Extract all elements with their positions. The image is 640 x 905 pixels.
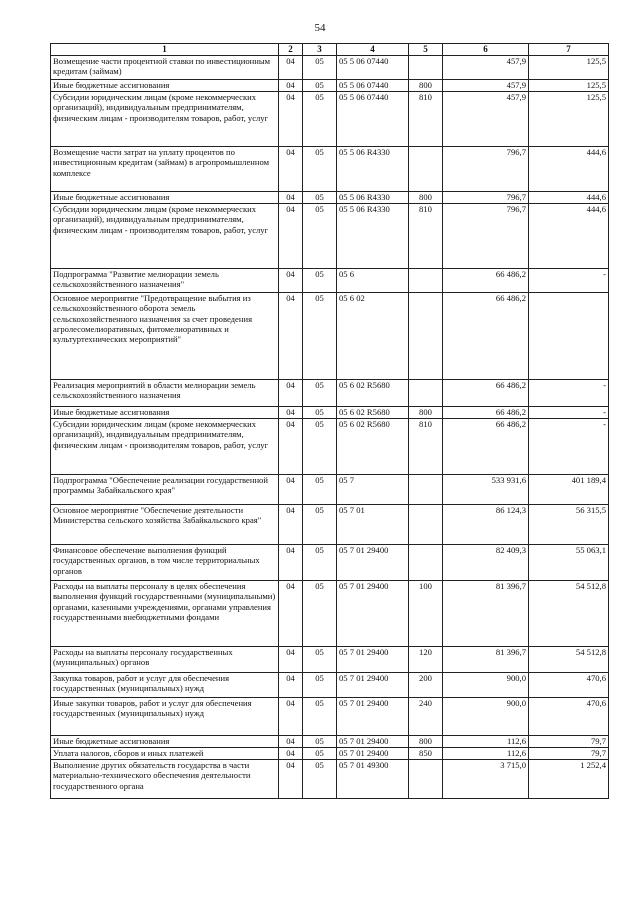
header-col-3: 3 xyxy=(303,44,337,56)
row-subsection: 05 xyxy=(303,407,337,419)
row-expense-type: 240 xyxy=(409,698,443,736)
row-description: Расходы на выплаты персоналу государственных (муниципальных) органов xyxy=(51,647,279,673)
row-amount-col7: 125,5 xyxy=(529,56,609,80)
row-target-code: 05 6 02 R5680 xyxy=(337,407,409,419)
row-expense-type: 810 xyxy=(409,419,443,475)
row-target-code: 05 7 01 29400 xyxy=(337,673,409,698)
row-target-code: 05 7 xyxy=(337,475,409,505)
row-expense-type xyxy=(409,147,443,192)
row-subsection: 05 xyxy=(303,419,337,475)
row-amount-col6: 86 124,3 xyxy=(443,505,529,545)
row-amount-col6: 796,7 xyxy=(443,192,529,204)
row-amount-col7: 444,6 xyxy=(529,147,609,192)
row-target-code: 05 6 xyxy=(337,269,409,293)
row-expense-type: 800 xyxy=(409,736,443,748)
row-target-code: 05 5 06 07440 xyxy=(337,92,409,147)
row-subsection: 05 xyxy=(303,647,337,673)
table-row xyxy=(51,748,609,760)
row-section: 04 xyxy=(279,92,303,147)
table-row xyxy=(51,647,609,673)
row-target-code: 05 7 01 29400 xyxy=(337,748,409,760)
table-row xyxy=(51,56,609,80)
row-amount-col7: 54 512,8 xyxy=(529,647,609,673)
table-row xyxy=(51,269,609,293)
row-amount-col7: 79,7 xyxy=(529,748,609,760)
table-row xyxy=(51,380,609,407)
row-section: 04 xyxy=(279,56,303,80)
budget-table xyxy=(50,43,609,799)
row-section: 04 xyxy=(279,407,303,419)
row-amount-col6: 81 396,7 xyxy=(443,647,529,673)
row-target-code: 05 5 06 07440 xyxy=(337,56,409,80)
row-amount-col6: 66 486,2 xyxy=(443,407,529,419)
row-target-code: 05 6 02 xyxy=(337,293,409,380)
row-amount-col7: 444,6 xyxy=(529,204,609,269)
header-col-7: 7 xyxy=(529,44,609,56)
row-amount-col7: - xyxy=(529,407,609,419)
row-description: Финансовое обеспечение выполнения функций государственных органов, в том числе территориальных органов xyxy=(51,545,279,581)
table-row xyxy=(51,698,609,736)
row-amount-col6: 66 486,2 xyxy=(443,293,529,380)
row-subsection: 05 xyxy=(303,505,337,545)
row-expense-type xyxy=(409,505,443,545)
row-section: 04 xyxy=(279,293,303,380)
table-row xyxy=(51,673,609,698)
header-col-1: 1 xyxy=(51,44,279,56)
row-amount-col7: - xyxy=(529,419,609,475)
row-section: 04 xyxy=(279,380,303,407)
row-section: 04 xyxy=(279,269,303,293)
row-subsection: 05 xyxy=(303,192,337,204)
row-description: Возмещение части процентной ставки по инвестиционным кредитам (займам) xyxy=(51,56,279,80)
row-subsection: 05 xyxy=(303,698,337,736)
row-expense-type: 200 xyxy=(409,673,443,698)
row-target-code: 05 5 06 R4330 xyxy=(337,192,409,204)
row-expense-type xyxy=(409,380,443,407)
row-subsection: 05 xyxy=(303,92,337,147)
row-section: 04 xyxy=(279,581,303,647)
row-section: 04 xyxy=(279,475,303,505)
row-subsection: 05 xyxy=(303,748,337,760)
table-row xyxy=(51,736,609,748)
row-amount-col6: 3 715,0 xyxy=(443,760,529,799)
row-description: Закупка товаров, работ и услуг для обеспечения государственных (муниципальных) нужд xyxy=(51,673,279,698)
row-target-code: 05 5 06 R4330 xyxy=(337,204,409,269)
row-amount-col7: 470,6 xyxy=(529,673,609,698)
row-expense-type: 810 xyxy=(409,92,443,147)
row-subsection: 05 xyxy=(303,736,337,748)
row-expense-type: 800 xyxy=(409,407,443,419)
row-target-code: 05 7 01 29400 xyxy=(337,698,409,736)
row-expense-type: 120 xyxy=(409,647,443,673)
header-col-2: 2 xyxy=(279,44,303,56)
table-row xyxy=(51,204,609,269)
page-number: 54 xyxy=(314,22,326,34)
row-amount-col6: 457,9 xyxy=(443,80,529,92)
row-amount-col6: 796,7 xyxy=(443,204,529,269)
row-expense-type: 850 xyxy=(409,748,443,760)
row-description: Подпрограмма "Обеспечение реализации государственной программы Забайкальского края" xyxy=(51,475,279,505)
row-expense-type: 100 xyxy=(409,581,443,647)
row-amount-col7: 54 512,8 xyxy=(529,581,609,647)
row-amount-col7: 444,6 xyxy=(529,192,609,204)
row-subsection: 05 xyxy=(303,147,337,192)
row-subsection: 05 xyxy=(303,545,337,581)
row-expense-type xyxy=(409,545,443,581)
row-description: Реализация мероприятий в области мелиорации земель сельскохозяйственного назначения xyxy=(51,380,279,407)
row-amount-col7: 401 189,4 xyxy=(529,475,609,505)
row-target-code: 05 5 06 07440 xyxy=(337,80,409,92)
row-amount-col7: 55 063,1 xyxy=(529,545,609,581)
row-description: Расходы на выплаты персоналу в целях обеспечения выполнения функций государственными (муниципальными) органами, казенными учреждениями, органами управления государственными внебюджетными фондами xyxy=(51,581,279,647)
row-section: 04 xyxy=(279,419,303,475)
row-section: 04 xyxy=(279,505,303,545)
row-amount-col6: 82 409,3 xyxy=(443,545,529,581)
row-amount-col6: 457,9 xyxy=(443,92,529,147)
row-target-code: 05 5 06 R4330 xyxy=(337,147,409,192)
row-expense-type xyxy=(409,475,443,505)
row-subsection: 05 xyxy=(303,380,337,407)
row-subsection: 05 xyxy=(303,204,337,269)
header-col-5: 5 xyxy=(409,44,443,56)
table-row xyxy=(51,581,609,647)
row-amount-col7: 470,6 xyxy=(529,698,609,736)
row-description: Подпрограмма "Развитие мелиорации земель сельскохозяйственного назначения" xyxy=(51,269,279,293)
row-amount-col6: 533 931,6 xyxy=(443,475,529,505)
row-target-code: 05 7 01 29400 xyxy=(337,581,409,647)
row-amount-col7: - xyxy=(529,380,609,407)
row-section: 04 xyxy=(279,545,303,581)
row-amount-col6: 112,6 xyxy=(443,748,529,760)
row-description: Основное мероприятие "Обеспечение деятельности Министерства сельского хозяйства Забайкальского края" xyxy=(51,505,279,545)
row-target-code: 05 7 01 xyxy=(337,505,409,545)
row-target-code: 05 7 01 29400 xyxy=(337,736,409,748)
row-description: Иные бюджетные ассигнования xyxy=(51,80,279,92)
row-amount-col7: 125,5 xyxy=(529,80,609,92)
row-amount-col7: 125,5 xyxy=(529,92,609,147)
row-expense-type xyxy=(409,56,443,80)
row-description: Основное мероприятие "Предотвращение выбытия из сельскохозяйственного оборота земель сельскохозяйственного назначения за счет проведения агролесомелиоративных, фитомелиоративных и культуртехнических мероприятий" xyxy=(51,293,279,380)
row-section: 04 xyxy=(279,736,303,748)
row-amount-col7 xyxy=(529,293,609,380)
row-section: 04 xyxy=(279,748,303,760)
row-amount-col7: 56 315,5 xyxy=(529,505,609,545)
row-description: Выполнение других обязательств государства в части материально-технического обеспечения деятельности государственного органа xyxy=(51,760,279,799)
row-expense-type: 800 xyxy=(409,192,443,204)
row-section: 04 xyxy=(279,192,303,204)
row-description: Субсидии юридическим лицам (кроме некоммерческих организаций), индивидуальным предпринимателям, физическим лицам - производителям товаров, работ, услуг xyxy=(51,204,279,269)
row-expense-type xyxy=(409,760,443,799)
row-amount-col6: 900,0 xyxy=(443,673,529,698)
row-subsection: 05 xyxy=(303,760,337,799)
table-row xyxy=(51,475,609,505)
row-target-code: 05 6 02 R5680 xyxy=(337,380,409,407)
row-amount-col6: 457,9 xyxy=(443,56,529,80)
row-section: 04 xyxy=(279,698,303,736)
row-subsection: 05 xyxy=(303,269,337,293)
row-description: Иные бюджетные ассигнования xyxy=(51,736,279,748)
row-target-code: 05 7 01 49300 xyxy=(337,760,409,799)
table-row xyxy=(51,192,609,204)
table-row xyxy=(51,293,609,380)
row-description: Иные бюджетные ассигнования xyxy=(51,192,279,204)
table-row xyxy=(51,92,609,147)
header-row xyxy=(51,44,609,56)
row-target-code: 05 6 02 R5680 xyxy=(337,419,409,475)
row-amount-col6: 796,7 xyxy=(443,147,529,192)
table-row xyxy=(51,147,609,192)
row-description: Уплата налогов, сборов и иных платежей xyxy=(51,748,279,760)
row-description: Субсидии юридическим лицам (кроме некоммерческих организаций), индивидуальным предпринимателям, физическим лицам - производителям товаров, работ, услуг xyxy=(51,419,279,475)
row-section: 04 xyxy=(279,673,303,698)
table-row xyxy=(51,505,609,545)
row-subsection: 05 xyxy=(303,56,337,80)
table-row xyxy=(51,80,609,92)
row-amount-col6: 66 486,2 xyxy=(443,380,529,407)
row-expense-type xyxy=(409,269,443,293)
row-amount-col6: 66 486,2 xyxy=(443,419,529,475)
row-expense-type: 810 xyxy=(409,204,443,269)
row-amount-col7: 79,7 xyxy=(529,736,609,748)
row-section: 04 xyxy=(279,647,303,673)
row-subsection: 05 xyxy=(303,293,337,380)
table-body xyxy=(51,56,609,799)
row-description: Субсидии юридическим лицам (кроме некоммерческих организаций), индивидуальным предпринимателям, физическим лицам - производителям товаров, работ, услуг xyxy=(51,92,279,147)
row-section: 04 xyxy=(279,204,303,269)
row-section: 04 xyxy=(279,80,303,92)
row-section: 04 xyxy=(279,147,303,192)
row-amount-col6: 112,6 xyxy=(443,736,529,748)
row-amount-col7: - xyxy=(529,269,609,293)
header-col-4: 4 xyxy=(337,44,409,56)
row-subsection: 05 xyxy=(303,673,337,698)
table-row xyxy=(51,419,609,475)
row-target-code: 05 7 01 29400 xyxy=(337,647,409,673)
row-section: 04 xyxy=(279,760,303,799)
row-description: Иные бюджетные ассигнования xyxy=(51,407,279,419)
row-amount-col6: 81 396,7 xyxy=(443,581,529,647)
row-expense-type xyxy=(409,293,443,380)
row-expense-type: 800 xyxy=(409,80,443,92)
row-subsection: 05 xyxy=(303,80,337,92)
row-amount-col6: 66 486,2 xyxy=(443,269,529,293)
table-row xyxy=(51,760,609,799)
table-row xyxy=(51,407,609,419)
row-description: Иные закупки товаров, работ и услуг для обеспечения государственных (муниципальных) нужд xyxy=(51,698,279,736)
row-description: Возмещение части затрат на уплату процентов по инвестиционным кредитам (займам) в агропромышленном комплексе xyxy=(51,147,279,192)
row-subsection: 05 xyxy=(303,475,337,505)
row-target-code: 05 7 01 29400 xyxy=(337,545,409,581)
header-col-6: 6 xyxy=(443,44,529,56)
row-amount-col7: 1 252,4 xyxy=(529,760,609,799)
row-subsection: 05 xyxy=(303,581,337,647)
table-row xyxy=(51,545,609,581)
row-amount-col6: 900,0 xyxy=(443,698,529,736)
